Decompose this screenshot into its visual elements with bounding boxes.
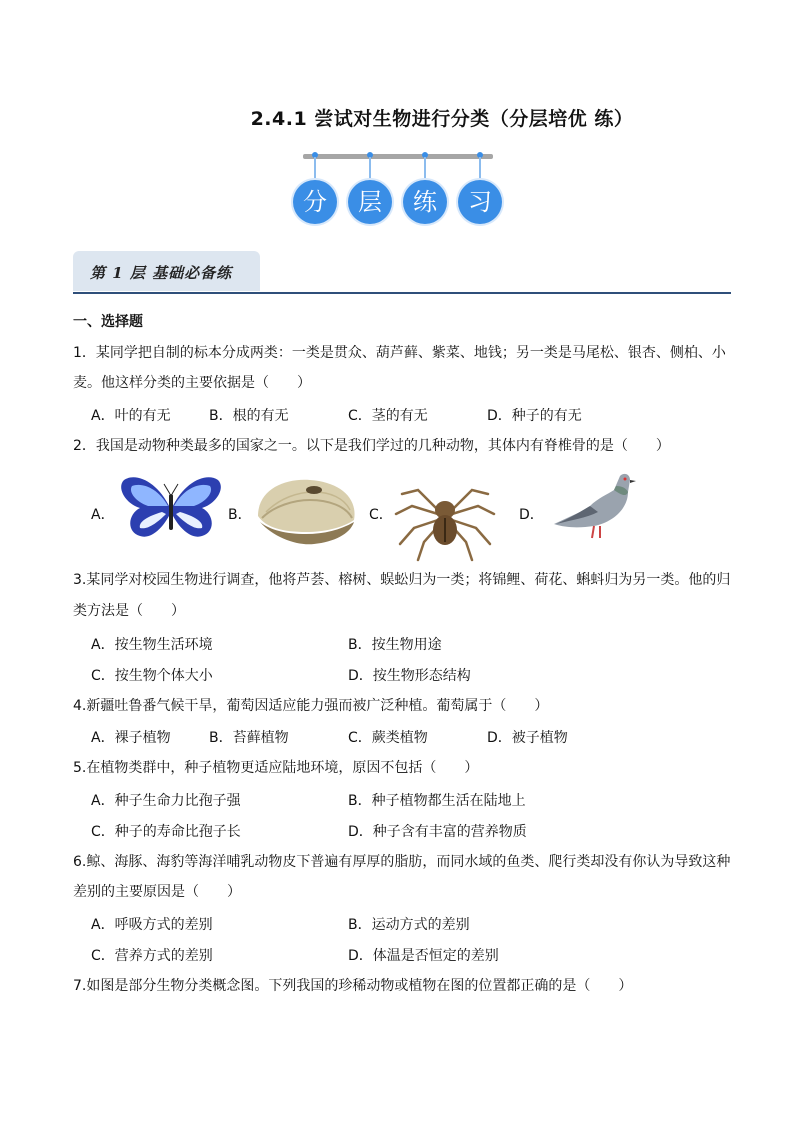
- badge-fen: 分: [293, 180, 337, 224]
- q1-option-b[interactable]: B．根的有无: [209, 408, 289, 424]
- q5-line1: 5.在植物类群中，种子植物更适应陆地环境，原因不包括（ ）: [73, 760, 479, 776]
- badge-lian: 练: [403, 180, 447, 224]
- q3-option-d[interactable]: D．按生物形态结构: [348, 668, 471, 684]
- clam-icon: [254, 476, 360, 548]
- section-label: 第 1 层 基础必备练: [90, 264, 233, 282]
- q5-option-d[interactable]: D．种子含有丰富的营养物质: [348, 824, 527, 840]
- badge-xi: 习: [458, 180, 502, 224]
- q4-option-c[interactable]: C．蕨类植物: [348, 730, 428, 746]
- badge-bar: [303, 154, 493, 159]
- q3-line1: 3.某同学对校园生物进行调查，他将芦荟、榕树、蜈蚣归为一类；将锦鲤、荷花、蝌蚪归为另一类。他的归: [73, 572, 731, 588]
- page-title: 2.4.1 尝试对生物进行分类（分层培优 练）: [250, 108, 634, 130]
- q2-option-a[interactable]: A．: [91, 507, 115, 523]
- q5-option-c[interactable]: C．种子的寿命比孢子长: [91, 824, 241, 840]
- q4-option-b[interactable]: B．苔藓植物: [209, 730, 289, 746]
- q3-option-c[interactable]: C．按生物个体大小: [91, 668, 213, 684]
- q6-option-b[interactable]: B．运动方式的差别: [348, 917, 470, 933]
- butterfly-icon: [118, 474, 224, 544]
- q3-line2: 类方法是（ ）: [73, 603, 185, 619]
- q6-line1: 6.鲸、海豚、海豹等海洋哺乳动物皮下普遍有厚厚的脂肪，而同水域的鱼类、爬行类却没有你认为导致这种: [73, 854, 731, 870]
- q2-option-b[interactable]: B．: [228, 507, 252, 523]
- q1-line1: 1．某同学把自制的标本分成两类：一类是贯众、葫芦藓、紫菜、地钱；另一类是马尾松、银杏、侧柏、小: [73, 345, 726, 361]
- q6-option-c[interactable]: C．营养方式的差别: [91, 948, 213, 964]
- q3-option-b[interactable]: B．按生物用途: [348, 637, 442, 653]
- q6-option-a[interactable]: A．呼吸方式的差别: [91, 917, 213, 933]
- q2-line1: 2．我国是动物种类最多的国家之一。以下是我们学过的几种动物，其体内有脊椎骨的是（ ）: [73, 438, 670, 454]
- q6-option-d[interactable]: D．体温是否恒定的差别: [348, 948, 499, 964]
- q1-line2: 麦。他这样分类的主要依据是（ ）: [73, 375, 311, 391]
- badge-ceng: 层: [348, 180, 392, 224]
- q7-line1: 7.如图是部分生物分类概念图。下列我国的珍稀动物或植物在图的位置都正确的是（ ）: [73, 978, 633, 994]
- part-heading: 一、选择题: [73, 314, 143, 330]
- q4-option-d[interactable]: D．被子植物: [487, 730, 568, 746]
- q1-option-d[interactable]: D．种子的有无: [487, 408, 582, 424]
- q1-option-a[interactable]: A．叶的有无: [91, 408, 171, 424]
- q4-line1: 4.新疆吐鲁番气候干旱，葡萄因适应能力强而被广泛种植。葡萄属于（ ）: [73, 698, 549, 714]
- q5-option-b[interactable]: B．种子植物都生活在陆地上: [348, 793, 526, 809]
- q4-option-a[interactable]: A．裸子植物: [91, 730, 171, 746]
- q1-option-c[interactable]: C．茎的有无: [348, 408, 428, 424]
- q2-option-d[interactable]: D．: [519, 507, 544, 523]
- q6-line2: 差别的主要原因是（ ）: [73, 884, 241, 900]
- q2-option-c[interactable]: C．: [369, 507, 393, 523]
- pigeon-icon: [550, 468, 636, 544]
- q5-option-a[interactable]: A．种子生命力比孢子强: [91, 793, 241, 809]
- section-divider: [73, 292, 731, 294]
- spider-icon: [392, 470, 498, 562]
- q3-option-a[interactable]: A．按生物生活环境: [91, 637, 213, 653]
